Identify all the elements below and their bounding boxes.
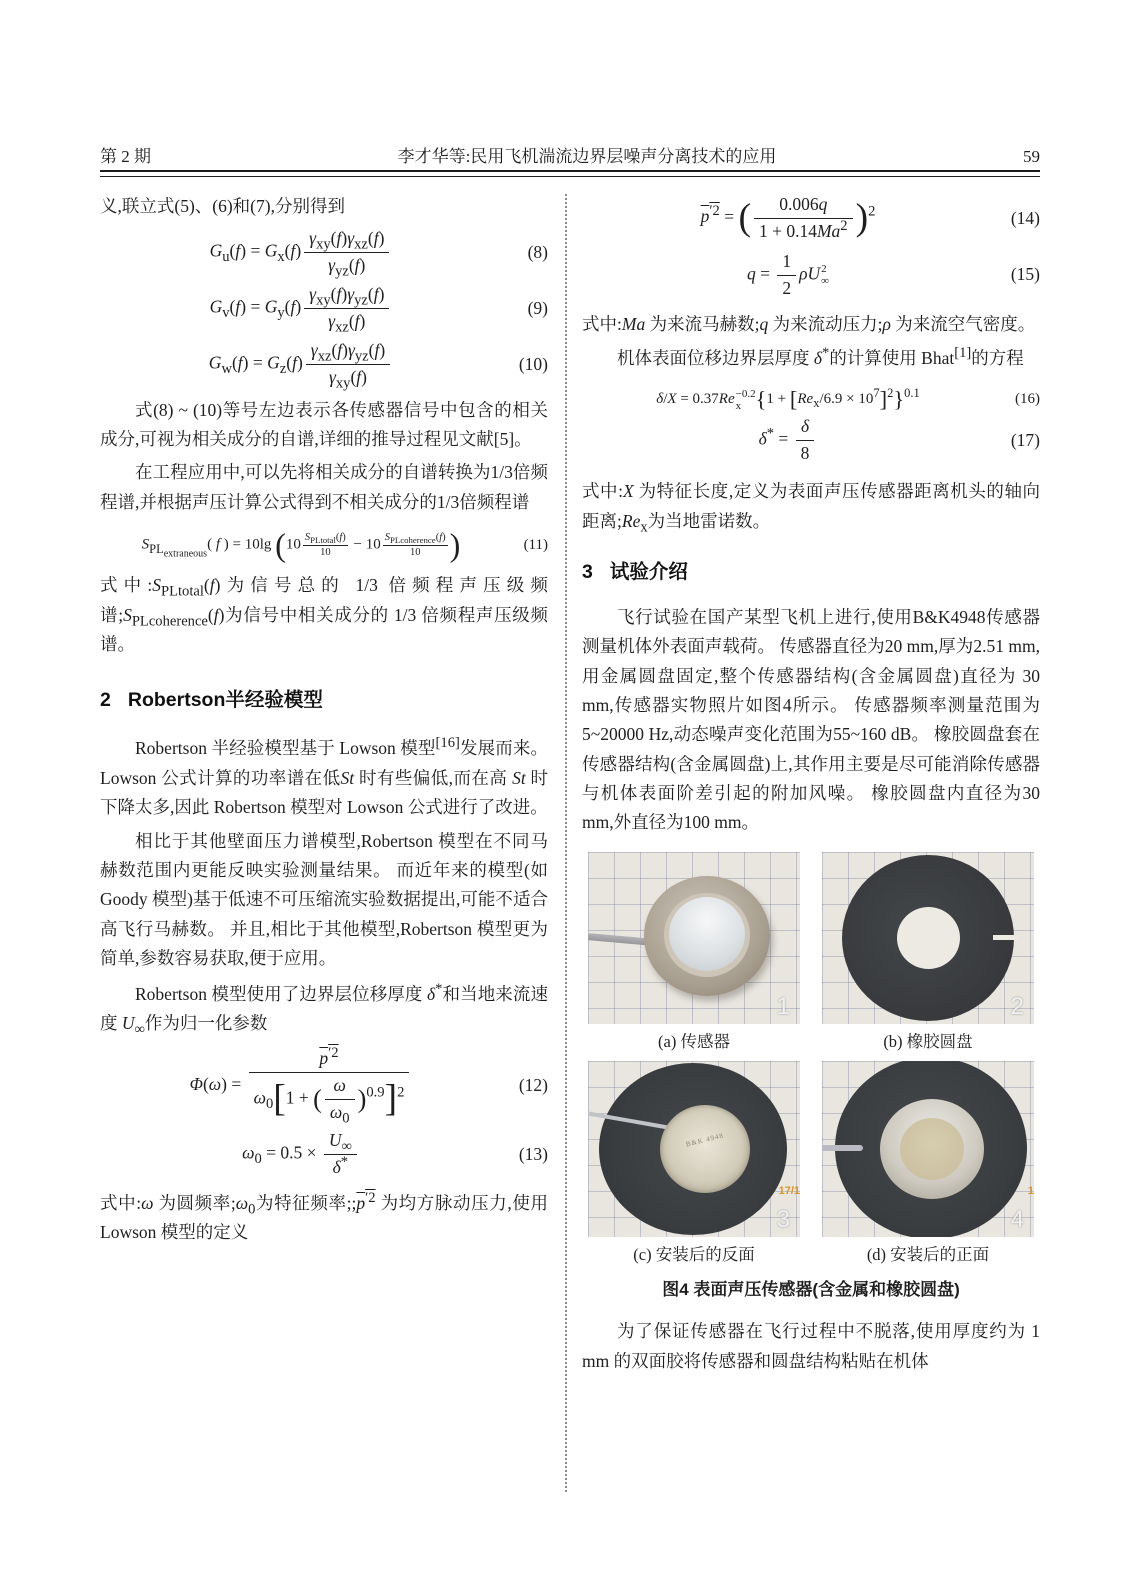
equation-11-label: (11) (523, 536, 548, 553)
sensor-metal-ring (644, 876, 770, 996)
page-header (100, 142, 1040, 167)
equation-12-label: (12) (518, 1075, 548, 1096)
paragraph: 相比于其他壁面压力谱模型,Robertson 模型在不同马赫数范围内更能反映实验测量结果。 而近年来的模型(如 Goody 模型)基于低速不可压缩流实验数据提出,可能不适合高飞行马赫数。 并且,相比于其他模型,Robertson 模型更为简单,参数容易获取,便于应用。 (100, 830, 548, 969)
sensor-engraving: B&K 4948 (684, 1131, 725, 1149)
equation-17-label: (17) (1010, 430, 1040, 451)
page-number: 59 (1023, 147, 1040, 166)
paragraph: Robertson 半经验模型基于 Lowson 模型[16]发展而来。 Lowson 公式计算的功率谱在低St 时有些偏低,而在高 St 时下降太多,因此 Robertson 模型对 Lowson 公式进行了改进。 (100, 735, 549, 818)
paragraph: 式(8) ~ (10)等号左边表示各传感器信号中包含的相关成分,可视为相关成分的自谱,详细的推导过程见文献[5]。 (100, 399, 548, 450)
section-number: 2 (100, 688, 111, 711)
equation-16 (582, 387, 1040, 412)
sensor-mid-ring (664, 893, 750, 977)
photo-number-badge: 1 (776, 992, 790, 1020)
equation-14-label: (14) (1010, 207, 1040, 228)
running-title: 李才华等:民用飞机湍流边界层噪声分离技术的应用 (397, 147, 777, 166)
photo-installed-back (588, 1061, 800, 1237)
equation-8-label: (8) (527, 242, 548, 263)
rubber-disc (842, 855, 1014, 1021)
section-title: Robertson半经验模型 (127, 688, 323, 711)
subcaption-c: (c) 安装后的反面 (633, 1245, 755, 1265)
paragraph: 式中:Ma 为来流马赫数;q 为来流动压力;ρ 为来流空气密度。 (582, 313, 1036, 334)
figure-4 (582, 852, 1040, 1304)
paragraph-intro: 义,联立式(5)、(6)和(7),分别得到 (100, 196, 345, 216)
photo-sensor (588, 852, 800, 1024)
figure-4b (822, 852, 1034, 1061)
paragraph: 机体表面位移边界层厚度 δ*的计算使用 Bhat[1]的方程 (617, 345, 1024, 368)
paragraph: 飞行试验在国产某型飞机上进行,使用B&K4948传感器测量机体外表面声载荷。 传感器直径为20 mm,厚为2.51 mm,用金属圆盘固定,整个传感器结构(含金属圆盘)直径为 30 mm,传感器实物照片如图4所示。 传感器频率测量范围为5~20000 Hz,动态噪声变化范围为55~160 dB。 橡胶圆盘套在传感器结构(含金属圆盘)上,其作用主要是尽可能消除传感器与机体表面阶差引起的附加风噪。 橡胶圆盘内直径为30 mm,外直径为100 mm。 (582, 606, 1040, 833)
equation-13-body: $\omega_0 = 0.5$ × $\frac{U_\infty}{\delta^*}$ (100, 1130, 502, 1179)
paragraph: 式中:X 为特征长度,定义为表面声压传感器距离机头的轴向距离$;Re_x$为当地雷诺数。 (582, 481, 1040, 536)
rubber-disc-hole (897, 907, 960, 969)
equation-11-body: $S_{PL_{extraneous}}$( f ) = 10lg (10 $S_{PLtotal}(f)$ 10 − 10 $S_{PLcoherence}(f)$ 10 ) (141, 527, 461, 564)
figure-4a (588, 852, 800, 1061)
equation-8 (100, 228, 548, 280)
equation-14-body: $p^{'2}$ = ( $\frac{0.006q}{1 + 0.14Ma^2}$ )$^2$ (700, 194, 876, 241)
header-rule (100, 170, 1040, 177)
equation-12-body: Φ(ω) = $p^{'2}$ $\omega_0[1$ + ( $\frac{\omega}{\omega_0}$ )$^{0.9}$]$^2$ (100, 1048, 502, 1124)
section-title: 试验介绍 (609, 561, 688, 583)
section-heading-3 (582, 556, 1040, 589)
section-heading-2 (100, 684, 548, 717)
paragraph: 式中$:S_{PLtotal}(f)$为信号总的 1/3 倍频程声压级频谱$;S_{PLcoherence}(f)$为信号中相关成分的 1/3 倍频程声压级频谱。 (100, 575, 548, 655)
paragraph: 式中:ω 为圆频率$;\omega_0$为特征频率$;;p^{'2}$ 为均方脉动压力,使用 Lowson 模型的定义 (100, 1189, 548, 1243)
photo-number-badge: 3 (776, 1206, 790, 1234)
figure-4-caption: 图4 表面声压传感器(含金属和橡胶圆盘) (662, 1279, 960, 1299)
section-number: 3 (582, 561, 593, 583)
sensor-front-metal-ring (880, 1099, 984, 1199)
sensor-back-metal (660, 1105, 750, 1193)
sensor-diaphragm (669, 897, 745, 971)
photo-number-badge: 2 (1010, 992, 1024, 1020)
rubber-disc-notch (993, 935, 1017, 940)
equation-12 (100, 1045, 548, 1127)
figure-4d (822, 1061, 1034, 1274)
equation-15-body: q = $\frac{1}{2}$ ρU 2 ∞ (746, 250, 829, 298)
equation-13-label: (13) (518, 1143, 548, 1164)
left-column (100, 192, 548, 1247)
photo-installed-front (822, 1061, 1034, 1237)
journal-issue: 第 2 期 (100, 147, 151, 166)
photo-number-badge: 4 (1010, 1206, 1024, 1234)
equation-8-body: $G_u(f) = G_x(f)$ $\frac{\gamma_{xy}(f)\gamma_{xz}(f)}{\gamma_{yz}(f)}$ (100, 228, 502, 277)
right-column (582, 192, 1040, 1376)
figure-4-grid (582, 852, 1040, 1275)
figure-4c (588, 1061, 800, 1274)
paragraph: 在工程应用中,可以先将相关成分的自谱转换为1/3倍频程谱,并根据声压计算公式得到不相关成分的1/3倍频程谱 (100, 462, 548, 512)
equation-11 (100, 527, 548, 564)
column-divider (565, 194, 567, 1492)
equation-9-body: $G_v(f) = G_y(f)$ $\frac{\gamma_{xy}(f)\gamma_{yz}(f)}{\gamma_{xz}(f)}$ (100, 284, 502, 333)
photo-rubber-disc (822, 852, 1034, 1024)
subcaption-a: (a) 传感器 (658, 1031, 730, 1051)
date-stamp: 1 (1027, 1185, 1034, 1198)
equation-15 (582, 251, 1040, 300)
equation-16-label: (16) (1015, 391, 1040, 408)
subcaption-d: (d) 安装后的正面 (866, 1245, 990, 1265)
equation-17 (582, 416, 1040, 465)
equation-13 (100, 1130, 548, 1179)
equation-15-label: (15) (1010, 264, 1040, 285)
equation-10-body: $G_w(f) = G_z(f)$ $\frac{\gamma_{xz}(f)\gamma_{yz}(f)}{\gamma_{xy}(f)}$ (100, 340, 502, 389)
paragraph: Robertson 模型使用了边界层位移厚度 δ*和当地来流速度 $U_\infty$作为归一化参数 (100, 980, 548, 1038)
equation-9-label: (9) (527, 297, 548, 318)
date-stamp: 17/1 (778, 1185, 800, 1198)
equation-10 (100, 339, 548, 392)
paragraph: 为了保证传感器在飞行过程中不脱落,使用厚度约为 1 mm 的双面胶将传感器和圆盘结构粘贴在机体 (582, 1321, 1040, 1371)
subcaption-b: (b) 橡胶圆盘 (883, 1031, 973, 1051)
sensor-front-core (900, 1118, 964, 1180)
equation-10-label: (10) (518, 353, 548, 374)
equation-16-body: δ/X = 0.37Re −0.2 x $\{1 + [Re_x/6.9 \times 10^7]^2\}^{0.1}$ (656, 386, 920, 412)
equation-9 (100, 284, 548, 336)
equation-17-body: δ* = $\frac{\delta}{8}$ (582, 416, 994, 465)
equation-14 (582, 194, 1040, 243)
sensor-cable (822, 1145, 863, 1151)
